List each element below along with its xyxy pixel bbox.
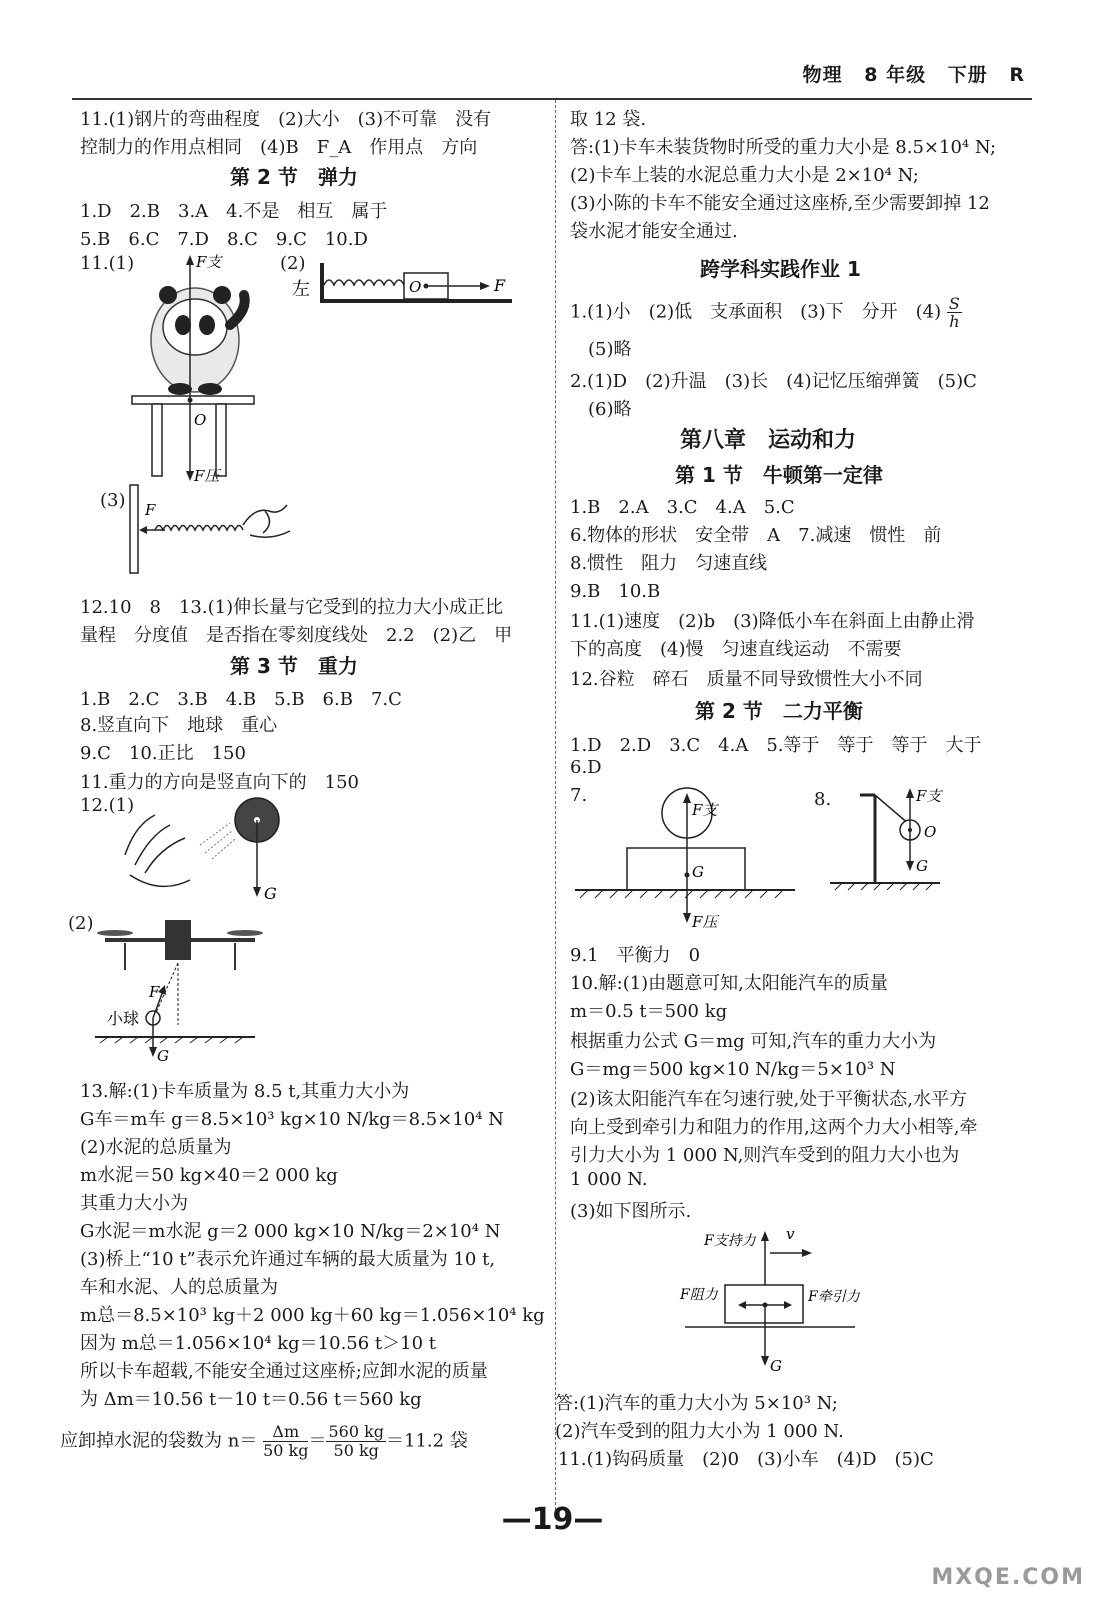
box [627, 848, 745, 890]
answer-line: 1.D 2.B 3.A 4.不是 相互 属于 [80, 201, 388, 222]
force-label: F压 [692, 913, 718, 931]
section-title: 第 2 节 弹力 [230, 165, 358, 189]
motion-lines [200, 823, 235, 859]
point-label: O [409, 278, 422, 296]
section-title: 跨学科实践作业 1 [700, 257, 861, 281]
answer-line: G车＝m车 g＝8.5×10³ kg×10 N/kg＝8.5×10⁴ N [80, 1109, 504, 1130]
answer-line: m总＝8.5×10³ kg＋2 000 kg＋60 kg＝1.056×10⁴ kg [80, 1305, 545, 1326]
arrow-head [480, 282, 490, 290]
hand-spring-diagram [125, 485, 295, 575]
answer-line: 10.解:(1)由题意可知,太阳能汽车的质量 [570, 973, 888, 994]
car-force-diagram [680, 1223, 880, 1373]
answer-line: G＝mg＝500 kg×10 N/kg＝5×10³ N [570, 1059, 896, 1080]
thrown-ball-diagram [120, 795, 340, 905]
spring-block-diagram [292, 253, 522, 313]
answer-label: 12.(1) [80, 795, 135, 816]
answer-line: m水泥＝50 kg×40＝2 000 kg [80, 1165, 338, 1186]
answer-line: 控制力的作用点相同 (4)B F_A 作用点 方向 [80, 137, 478, 158]
velocity-label: v [786, 1225, 795, 1243]
answer-text: 1.(1)小 (2)低 支承面积 (3)下 分开 (4) [570, 301, 942, 323]
subject-label: 物理 [802, 64, 843, 86]
answer-line: G水泥＝m水泥 g＝2 000 kg×10 N/kg＝2×10⁴ N [80, 1221, 501, 1242]
answer-line: 1.B 2.C 3.B 4.B 5.B 6.B 7.C [80, 689, 402, 710]
answer-line: 6.D [570, 757, 602, 778]
force-label: F阻力 [680, 1287, 718, 1303]
answer-line: 11.(1)钢片的弯曲程度 (2)大小 (3)不可靠 没有 [80, 109, 492, 130]
answer-line: 12.谷粒 碎石 质量不同导致惯性大小不同 [570, 669, 923, 690]
answer-line: 根据重力公式 G＝mg 可知,汽车的重力大小为 [570, 1031, 937, 1052]
arrow-head [186, 471, 194, 481]
equation-text: 应卸掉水泥的袋数为 n＝ [60, 1430, 258, 1452]
point-o [188, 398, 193, 403]
answer-line: 答:(1)卡车未装货物时所受的重力大小是 8.5×10⁴ N; [570, 137, 997, 158]
arrow-head [186, 255, 194, 265]
answer-line: 6.物体的形状 安全带 A 7.减速 惯性 前 [570, 525, 942, 546]
panda-ear-left [159, 286, 177, 304]
wall [130, 485, 138, 573]
force-label: G [916, 857, 928, 875]
force-label: G [692, 863, 704, 881]
answer-line: (3)如下图所示. [570, 1201, 692, 1222]
ground-hatch [835, 883, 933, 890]
answer-line: 袋水泥才能安全通过. [570, 221, 738, 242]
stool-leg [216, 404, 226, 476]
chapter-title: 第八章 运动和力 [680, 428, 857, 453]
drone-diagram [95, 915, 285, 1065]
hand [243, 505, 290, 537]
answer-label: 8. [814, 789, 832, 810]
section-title: 第 3 节 重力 [230, 654, 358, 678]
panda-foot [168, 383, 192, 395]
panda-face [163, 299, 227, 355]
answer-line: (5)略 [588, 339, 632, 360]
answer-line: 1.D 2.D 3.C 4.A 5.等于 等于 等于 大于 [570, 735, 982, 756]
column-divider [555, 100, 556, 1510]
arrow-head [683, 913, 691, 923]
arrow-head [761, 1231, 769, 1241]
arrow-head [253, 887, 261, 897]
answer-line: (2)汽车受到的阻力大小为 1 000 N. [555, 1421, 844, 1442]
answer-line: 9.B 10.B [570, 581, 661, 602]
force-label: F支 [916, 787, 942, 805]
answer-line: 12.10 8 13.(1)伸长量与它受到的拉力大小成正比 [80, 597, 504, 618]
arrow-head [761, 1356, 769, 1366]
denominator: h [949, 312, 960, 331]
arrow-head [139, 526, 147, 534]
answer-line: (2)该太阳能汽车在匀速行驶,处于平衡状态,水平方 [570, 1089, 967, 1110]
answer-line: (3)桥上“10 t”表示允许通过车辆的最大质量为 10 t, [80, 1249, 496, 1270]
force-label: F支 [692, 801, 718, 819]
panda-arm [230, 295, 245, 325]
answer-line: (3)小陈的卡车不能安全通过这座桥,至少需要卸掉 12 [570, 193, 990, 214]
force-label: F支 [196, 253, 222, 271]
answer-line: 1 000 N. [570, 1169, 648, 1190]
section-title: 第 1 节 牛顿第一定律 [675, 463, 883, 487]
fraction [947, 295, 962, 330]
drone-rotor [227, 930, 263, 936]
drone-rotor [97, 930, 133, 936]
hand [125, 815, 190, 886]
ball-box-diagram [575, 785, 805, 930]
header-rule [72, 98, 1032, 100]
answer-line: (2)水泥的总质量为 [80, 1137, 232, 1158]
answer-line: 所以卡车超载,不能安全通过这座桥;应卸水泥的质量 [80, 1361, 488, 1382]
numerator: S [948, 294, 960, 313]
watermark: MXQE.COM [931, 1565, 1085, 1590]
answer-line: 量程 分度值 是否指在零刻度线处 2.2 (2)乙 甲 [80, 625, 513, 646]
page-number: —19— [501, 1502, 604, 1537]
volume-label: 下册 [947, 64, 988, 86]
force-label: G [264, 884, 277, 903]
spring [155, 526, 243, 531]
answer-line: 因为 m总＝1.056×10⁴ kg＝10.56 t＞10 t [80, 1333, 437, 1354]
force-label: G [770, 1357, 782, 1375]
arrow-head [906, 861, 914, 871]
equation-result: ＝11.2 袋 [386, 1430, 468, 1452]
denominator: 50 kg [263, 1441, 309, 1460]
rope [875, 795, 910, 825]
answer-label: 11.(1) [80, 253, 135, 274]
point-label: O [924, 823, 937, 841]
force-label: F压 [194, 467, 220, 485]
panda-ear-right [213, 286, 231, 304]
hanging-ball-diagram [830, 785, 980, 895]
answer-line [570, 295, 962, 330]
edition-label: R [1009, 64, 1025, 86]
side-label: 左 [292, 279, 310, 300]
answer-line: 13.解:(1)卡车质量为 8.5 t,其重力大小为 [80, 1081, 410, 1102]
force-label: F牵引力 [808, 1289, 860, 1305]
force-label: F [494, 276, 506, 295]
answer-line: 5.B 6.C 7.D 8.C 9.C 10.D [80, 229, 368, 250]
answer-line: 8.竖直向下 地球 重心 [80, 715, 278, 736]
arrow-head [149, 1047, 157, 1057]
answer-line: 9.C 10.正比 150 [80, 743, 246, 764]
answer-line: 取 12 袋. [570, 109, 647, 130]
spring [324, 280, 404, 285]
answer-line: 引力大小为 1 000 N,则汽车受到的阻力大小也为 [570, 1145, 960, 1166]
force-label: F支持力 [704, 1233, 756, 1249]
answer-line: 答:(1)汽车的重力大小为 5×10³ N; [555, 1393, 838, 1414]
force-label: F [145, 501, 156, 519]
answer-line: 其重力大小为 [80, 1193, 188, 1214]
answer-line: (2)卡车上装的水泥总重力大小是 2×10⁴ N; [570, 165, 919, 186]
answer-label: 7. [570, 785, 588, 806]
answer-line: 向上受到牵引力和阻力的作用,这两个力大小相等,牵 [570, 1117, 978, 1138]
answer-line: 2.(1)D (2)升温 (3)长 (4)记忆压缩弹簧 (5)C [570, 371, 977, 392]
answer-line: 11.重力的方向是竖直向下的 150 [80, 772, 359, 793]
arrow-head [802, 1249, 812, 1257]
force-label: G [157, 1047, 169, 1065]
ball-label: 小球 [107, 1009, 140, 1028]
answer-line: 8.惯性 阻力 匀速直线 [570, 553, 768, 574]
force-label: F [149, 983, 160, 1001]
section-title: 第 2 节 二力平衡 [695, 699, 863, 723]
stool-leg [152, 404, 162, 476]
panda-eye-left [175, 315, 191, 335]
numerator: Δm [263, 1423, 308, 1442]
answer-line: 为 Δm＝10.56 t－10 t＝0.56 t＝560 kg [80, 1389, 422, 1410]
ground-hatch [580, 890, 783, 898]
answer-line: (6)略 [588, 399, 632, 420]
answer-label: (2) [280, 253, 306, 274]
fraction [263, 1423, 308, 1460]
answer-line: m＝0.5 t＝500 kg [570, 1001, 728, 1022]
answer-line: 9.1 平衡力 0 [570, 945, 701, 966]
stool-top [132, 396, 254, 404]
point-label: O [194, 411, 207, 429]
answer-line: 11.(1)速度 (2)b (3)降低小车在斜面上由静止滑 [570, 611, 975, 632]
denominator: 50 kg [333, 1441, 379, 1460]
answer-label: (3) [100, 490, 126, 511]
panda-eye-right [199, 315, 215, 335]
answer-line: 应卸掉水泥的袋数为 n＝ $\frac{\Delta m}{50 kg}$ ＝ $\frac{560 kg}{50 kg}$ ＝11.2 袋 [60, 1422, 468, 1460]
arrow-head [906, 788, 914, 798]
fraction [326, 1423, 386, 1460]
panda-stool-diagram [120, 255, 310, 485]
answer-line: 下的高度 (4)慢 匀速直线运动 不需要 [570, 639, 902, 660]
answer-line: 11.(1)钩码质量 (2)0 (3)小车 (4)D (5)C [558, 1449, 934, 1470]
page-header [789, 60, 1025, 87]
grade-label: 8 年级 [864, 64, 927, 86]
numerator: 560 kg [328, 1422, 385, 1441]
answer-line: 车和水泥、人的总质量为 [80, 1277, 278, 1298]
answer-label: (2) [68, 913, 94, 934]
answer-line: 1.B 2.A 3.C 4.A 5.C [570, 497, 795, 518]
panda-foot [198, 383, 222, 395]
